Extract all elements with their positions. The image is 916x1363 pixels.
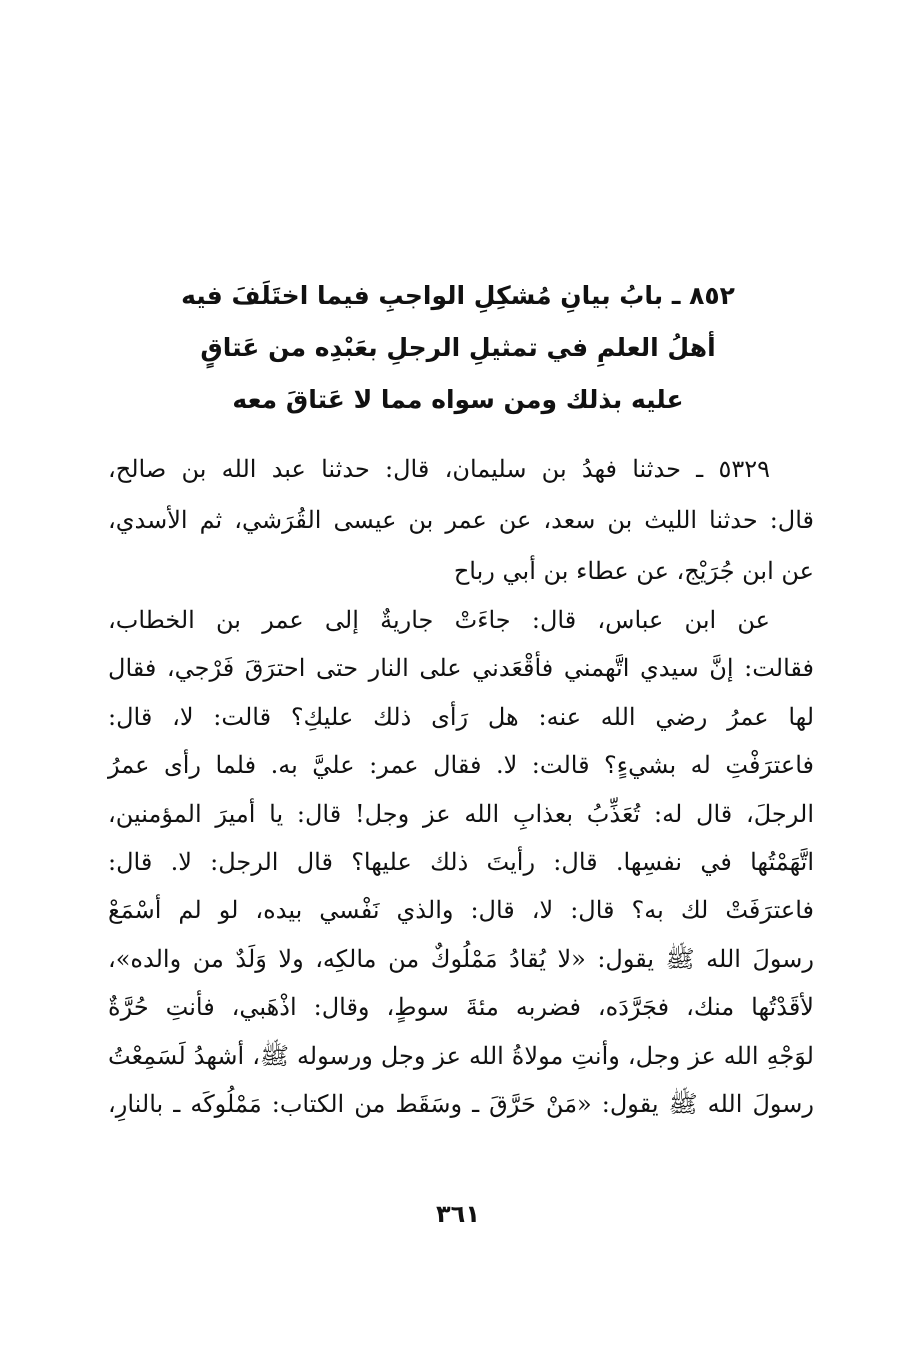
matn-line: لوَجْهِ الله عز وجل، وأنتِ مولاةُ الله عز وجل ورسوله ﷺ، أشهدُ لَسَمِعْتُ: [108, 1041, 814, 1070]
matn-line: رسولَ الله ﷺ يقول: «لا يُقادُ مَمْلُوكٌ من مالكِه، ولا وَلَدٌ من والده»،: [108, 944, 814, 973]
isnad-line: ٥٣٢٩ ـ حدثنا فهدُ بن سليمان، قال: حدثنا عبد الله بن صالح،: [108, 455, 770, 483]
matn-line: عن ابن عباس، قال: جاءَتْ جاريةٌ إلى عمر بن الخطاب،: [108, 606, 770, 634]
matn-line: اتَّهَمْتُها في نفسِها. قال: رأيتَ ذلك عليها؟ قال الرجل: لا. قال:: [108, 848, 814, 877]
matn-line: لها عمرُ رضي الله عنه: هل رَأى ذلك عليكِ؟ قالت: لا، قال:: [108, 702, 814, 731]
matn-line: فاعترَفَتْ لك به؟ قال: لا، قال: والذي نَفْسي بيده، لو لم أسْمَعْ: [108, 896, 814, 925]
matn-line: فقالت: إنَّ سيدي اتَّهمني فأقْعَدني على النار حتى احترَقَ فَرْجي، فقال: [108, 654, 814, 683]
matn-line: فاعترَفْتِ له بشيءٍ؟ قالت: لا. فقال عمر: عليَّ به. فلما رأى عمرُ: [108, 751, 815, 780]
hadith-matn: [108, 596, 814, 1128]
hadith-isnad: [108, 444, 814, 597]
chapter-heading-line: عليه بذلك ومن سواه مما لا عَتاقَ معه: [232, 385, 684, 414]
isnad-line: عن ابن جُرَيْج، عن عطاء بن أبي رباح: [453, 557, 814, 585]
matn-line: الرجلَ، قال له: تُعَذِّبُ بعذابِ الله عز وجل! قال: يا أميرَ المؤمنين،: [108, 799, 814, 828]
chapter-heading-line: أهلُ العلمِ في تمثيلِ الرجلِ بعَبْدِه من عَتاقٍ: [200, 333, 716, 362]
matn-line: رسولَ الله ﷺ يقول: «مَنْ حَرَّقَ ـ وسَقَط من الكتاب: مَمْلُوكَه ـ بالنارِ،: [108, 1090, 814, 1119]
chapter-heading: [150, 270, 766, 426]
page-number: ٣٦١: [436, 1200, 480, 1228]
chapter-heading-line: ٨٥٢ ـ بابُ بيانِ مُشكِلِ الواجبِ فيما اختَلَفَ فيه: [181, 281, 735, 310]
isnad-line: قال: حدثنا الليث بن سعد، عن عمر بن عيسى القُرَشي، ثم الأسدي،: [108, 506, 814, 534]
matn-line: لأقَدْتُها منك، فجَرَّدَه، فضربه مئةَ سوطٍ، وقال: اذْهَبي، فأنتِ حُرَّةٌ: [108, 993, 814, 1022]
